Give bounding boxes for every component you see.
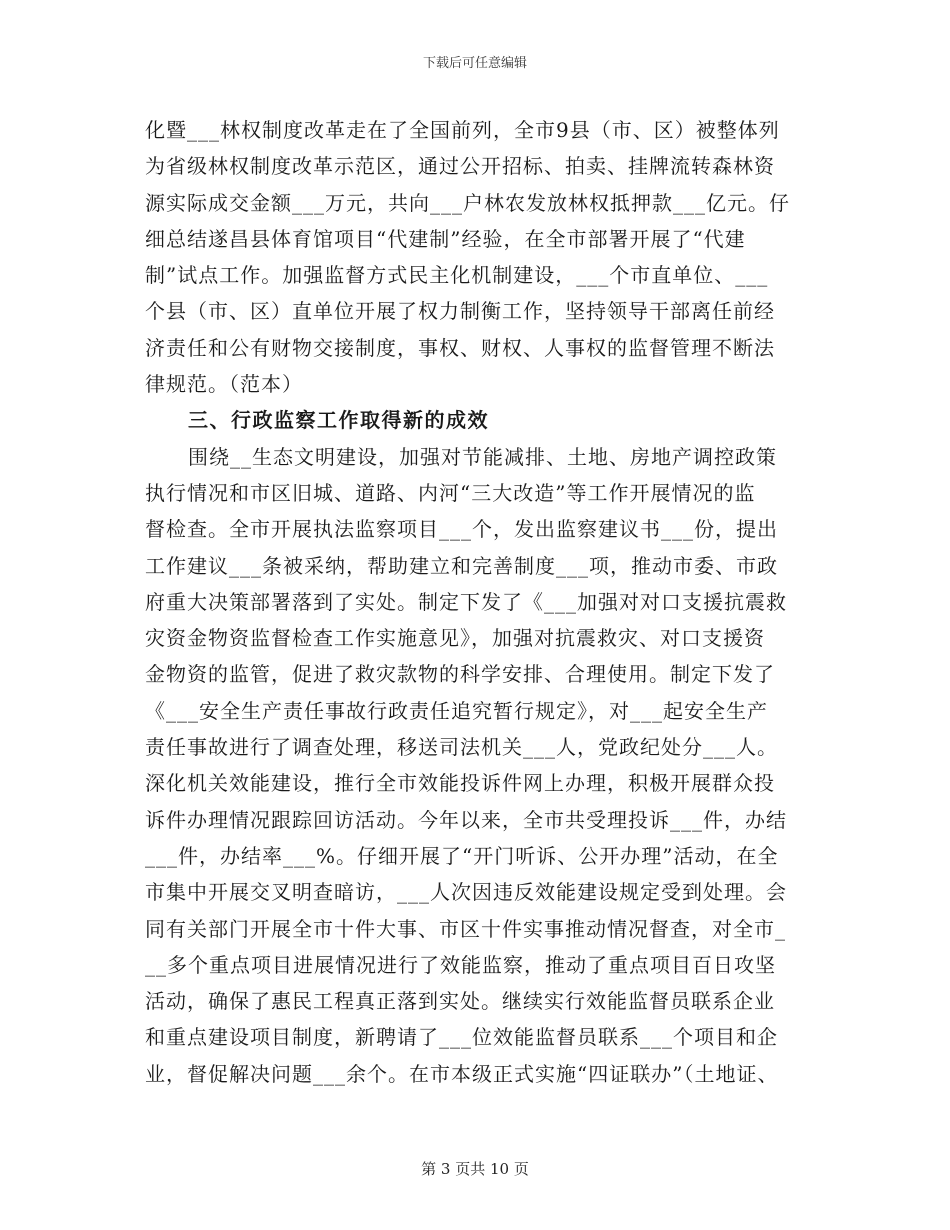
text-line: 围绕__生态文明建设，加强对节能减排、土地、房地产调控政策 <box>188 444 777 469</box>
text-line: 责任事故进行了调查处理，移送司法机关___人，党政纪处分___人。 <box>145 735 778 760</box>
text-line: 督检查。全市开展执法监察项目___个，发出监察建议书___份，提出 <box>145 517 778 542</box>
text-line: 府重大决策部署落到了实处。制定下发了《___加强对对口支援抗震救 <box>145 589 787 614</box>
text-line: 化暨___林权制度改革走在了全国前列，全市9县（市、区）被整体列 <box>145 118 780 142</box>
text-line: 《___安全生产责任事故行政责任追究暂行规定》，对___起安全生产 <box>145 698 768 723</box>
text-line: 深化机关效能建设，推行全市效能投诉件网上办理，积极开展群众投 <box>145 771 775 796</box>
document-body <box>145 112 820 1092</box>
text-line: 同有关部门开展全市十件大事、市区十件实事推动情况督查，对全市_ <box>145 916 786 941</box>
text-line: 活动，确保了惠民工程真正落到实处。继续实行效能监督员联系企业 <box>145 989 775 1014</box>
text-line: 执行情况和市区旧城、道路、内河“三大改造”等工作开展情况的监 <box>145 480 756 505</box>
text-line: 济责任和公有财物交接制度，事权、财权、人事权的监督管理不断法 <box>145 335 775 360</box>
page-footer: 第 3 页共 10 页 <box>421 1160 529 1178</box>
text-line: 诉件办理情况跟踪回访活动。今年以来，全市共受理投诉___件，办结 <box>145 807 787 832</box>
text-line: 为省级林权制度改革示范区，通过公开招标、拍卖、挂牌流转森林资 <box>145 154 775 179</box>
text-line: 灾资金物资监督检查工作实施意见》，加强对抗震救灾、对口支援资 <box>145 626 765 651</box>
section-heading: 三、行政监察工作取得新的成效 <box>188 408 489 433</box>
text-line: 个县（市、区）直单位开展了权力制衡工作，坚持领导干部离任前经 <box>145 299 775 324</box>
text-line: ___件，办结率___%。仔细开展了“开门听诉、公开办理”活动，在全 <box>145 843 779 868</box>
page-header: 下载后可任意编辑 <box>422 56 527 71</box>
text-line: 源实际成交金额___万元，共向___户林农发放林权抵押款___亿元。仔 <box>145 190 790 215</box>
text-line: 市集中开展交叉明查暗访，___人次因违反效能建设规定受到处理。会 <box>145 880 787 905</box>
text-line: 和重点建设项目制度，新聘请了___位效能监督员联系___个项目和企 <box>145 1025 778 1050</box>
text-line: 律规范。（范本） <box>145 372 303 397</box>
text-line: 工作建议___条被采纳，帮助建立和完善制度___项，推动市委、市政 <box>145 553 778 578</box>
text-line: 业，督促解决问题___余个。在市本级正式实施“四证联办”（土地证、 <box>145 1061 779 1086</box>
text-line: 细总结遂昌县体育馆项目“代建制”经验，在全市部署开展了“代建 <box>145 226 746 251</box>
text-line: __多个重点项目进展情况进行了效能监察，推动了重点项目百日攻坚 <box>145 952 776 977</box>
text-line: 制”试点工作。加强监督方式民主化机制建设，___个市直单位、___ <box>145 263 769 288</box>
text-line: 金物资的监管，促进了救灾款物的科学安排、合理使用。制定下发了 <box>145 662 775 687</box>
